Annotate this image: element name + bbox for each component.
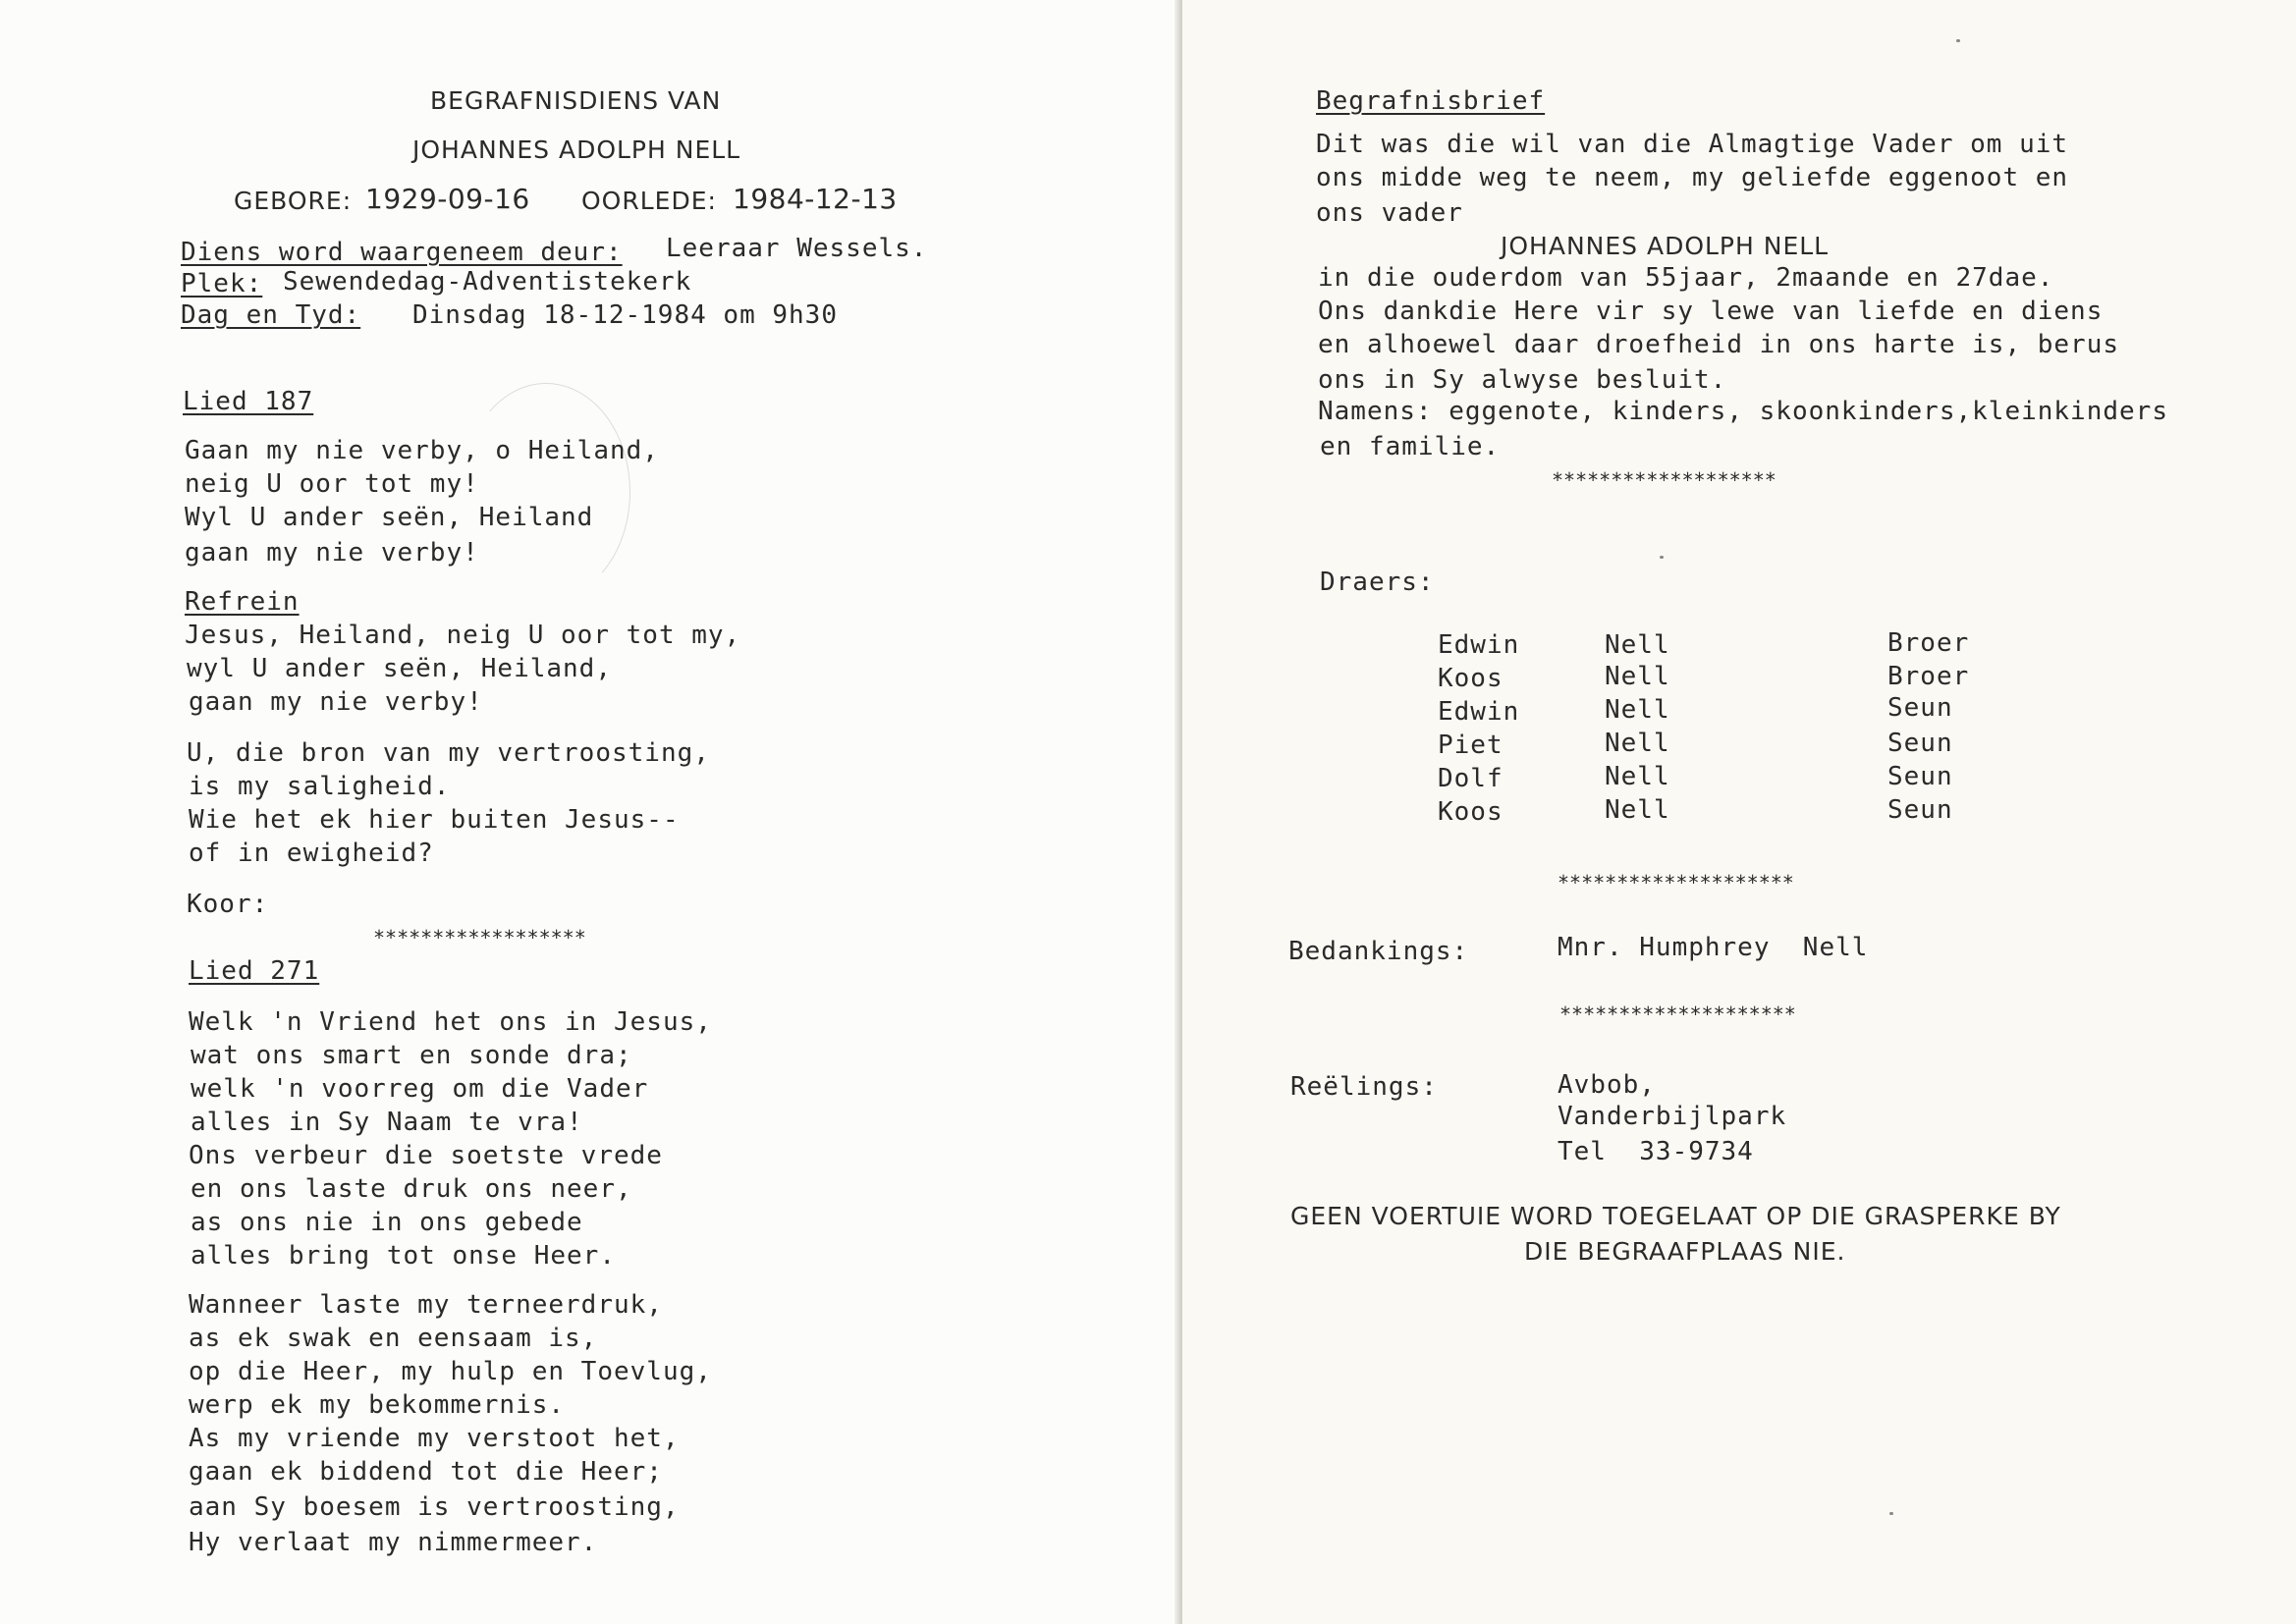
bearer-relation: Seun: [1887, 762, 1953, 791]
bearer-first-name: Dolf: [1438, 764, 1503, 793]
hymn2-line: as ons nie in ons gebede: [191, 1208, 583, 1237]
datetime-value: Dinsdag 18-12-1984 om 9h30: [412, 300, 838, 330]
died-label: OORLEDE:: [581, 187, 717, 215]
paper-speck: [1660, 556, 1664, 559]
died-date: 1984-12-13: [733, 183, 898, 215]
hymn2-line: Welk 'n Vriend het ons in Jesus,: [189, 1007, 712, 1037]
letter-line: ons vader: [1316, 198, 1463, 228]
arrangements-line: Avbob,: [1558, 1070, 1656, 1100]
right-page: [1182, 0, 2296, 1624]
paper-speck: [1956, 39, 1960, 42]
notice-line: GEEN VOERTUIE WORD TOEGELAAT OP DIE GRASPERKE BY: [1290, 1202, 2061, 1230]
stars-divider: ********************: [1559, 1002, 1796, 1026]
paper-speck: [1889, 1512, 1893, 1515]
stars-divider: ******************: [373, 926, 586, 949]
hymn1-line: Wyl U ander seën, Heiland: [185, 503, 594, 532]
hymn2-verse2-line: Wanneer laste my terneerdruk,: [189, 1290, 663, 1320]
letter-line: Namens: eggenote, kinders, skoonkinders,kleinkinders: [1318, 397, 2168, 426]
hymn1-line: neig U oor tot my!: [185, 469, 479, 499]
choir-label: Koor:: [187, 890, 269, 919]
deceased-name: JOHANNES ADOLPH NELL: [412, 135, 741, 164]
thanks-label: Bedankings:: [1288, 937, 1469, 966]
hymn2-verse2-line: Hy verlaat my nimmermeer.: [189, 1528, 598, 1557]
hymn2-line: wat ons smart en sonde dra;: [191, 1041, 632, 1070]
letter-line: Dit was die wil van die Almagtige Vader om uit: [1316, 130, 2069, 159]
letter-line: ons in Sy alwyse besluit.: [1318, 365, 1727, 395]
hymn2-verse2-line: werp ek my bekommernis.: [189, 1390, 566, 1420]
hymn1-verse2-line: of in ewigheid?: [189, 839, 434, 868]
notice-line: DIE BEGRAAFPLAAS NIE.: [1524, 1237, 1846, 1266]
hymn2-line: welk 'n voorreg om die Vader: [191, 1074, 649, 1104]
born-label: GEBORE:: [234, 187, 353, 215]
bearer-last-name: Nell: [1605, 662, 1670, 691]
hymn1-title: Lied 187: [183, 387, 314, 416]
hymn2-verse2-line: aan Sy boesem is vertroosting,: [189, 1492, 680, 1522]
datetime-label: Dag en Tyd:: [181, 300, 361, 330]
refrain-title: Refrein: [185, 587, 300, 617]
hymn2-verse2-line: As my vriende my verstoot het,: [189, 1424, 680, 1453]
bearer-relation: Broer: [1887, 662, 1970, 691]
hymn1-line: Gaan my nie verby, o Heiland,: [185, 436, 659, 465]
bearers-label: Draers:: [1320, 568, 1435, 597]
hymn2-line: alles bring tot onse Heer.: [191, 1241, 616, 1271]
hymn2-verse2-line: as ek swak en eensaam is,: [189, 1324, 598, 1353]
hymn2-title: Lied 271: [189, 956, 320, 986]
stars-divider: *******************: [1552, 468, 1777, 492]
bearer-relation: Seun: [1887, 693, 1953, 723]
bearer-first-name: Edwin: [1438, 697, 1520, 727]
bearer-first-name: Koos: [1438, 664, 1503, 693]
bearer-first-name: Koos: [1438, 797, 1503, 827]
hymn1-verse2-line: is my saligheid.: [189, 772, 451, 801]
bearer-first-name: Piet: [1438, 731, 1503, 760]
bearer-relation: Broer: [1887, 628, 1970, 658]
paper-crease-mark: [462, 383, 630, 601]
hymn2-line: Ons verbeur die soetste vrede: [189, 1141, 663, 1170]
letter-title: Begrafnisbrief: [1316, 86, 1546, 116]
arrangements-line: Vanderbijlpark: [1558, 1102, 1787, 1131]
bearer-last-name: Nell: [1605, 729, 1670, 758]
thanks-value: Mnr. Humphrey Nell: [1558, 933, 1869, 962]
letter-deceased-name: JOHANNES ADOLPH NELL: [1501, 232, 1830, 260]
arrangements-line: Tel 33-9734: [1558, 1137, 1754, 1166]
hymn2-line: alles in Sy Naam te vra!: [191, 1108, 583, 1137]
letter-line: en familie.: [1320, 432, 1501, 461]
refrain-line: Jesus, Heiland, neig U oor tot my,: [185, 621, 741, 650]
place-label: Plek:: [181, 269, 263, 298]
letter-line: in die ouderdom van 55jaar, 2maande en 27dae.: [1318, 263, 2054, 293]
hymn2-verse2-line: gaan ek biddend tot die Heer;: [189, 1457, 663, 1487]
service-title: BEGRAFNISDIENS VAN: [430, 86, 722, 115]
letter-line: en alhoewel daar droefheid in ons harte is, berus: [1318, 330, 2120, 359]
hymn1-line: gaan my nie verby!: [185, 538, 479, 568]
officiant-value: Leeraar Wessels.: [666, 234, 928, 263]
bearer-relation: Seun: [1887, 729, 1953, 758]
bearer-first-name: Edwin: [1438, 630, 1520, 660]
place-value: Sewendedag-Adventistekerk: [283, 267, 692, 297]
bearer-last-name: Nell: [1605, 695, 1670, 725]
arrangements-label: Reëlings:: [1290, 1072, 1438, 1102]
letter-line: ons midde weg te neem, my geliefde eggenoot en: [1316, 163, 2069, 192]
refrain-line: gaan my nie verby!: [189, 687, 483, 717]
officiant-label: Diens word waargeneem deur:: [181, 238, 623, 267]
hymn1-verse2-line: U, die bron van my vertroosting,: [187, 738, 710, 768]
born-date: 1929-09-16: [365, 183, 530, 215]
letter-line: Ons dankdie Here vir sy lewe van liefde en diens: [1318, 297, 2104, 326]
hymn2-verse2-line: op die Heer, my hulp en Toevlug,: [189, 1357, 712, 1386]
bearer-relation: Seun: [1887, 795, 1953, 825]
refrain-line: wyl U ander seën, Heiland,: [187, 654, 612, 683]
hymn2-line: en ons laste druk ons neer,: [191, 1174, 632, 1204]
bearer-last-name: Nell: [1605, 762, 1670, 791]
stars-divider: ********************: [1558, 871, 1794, 894]
bearer-last-name: Nell: [1605, 795, 1670, 825]
hymn1-verse2-line: Wie het ek hier buiten Jesus--: [189, 805, 680, 835]
bearer-last-name: Nell: [1605, 630, 1670, 660]
